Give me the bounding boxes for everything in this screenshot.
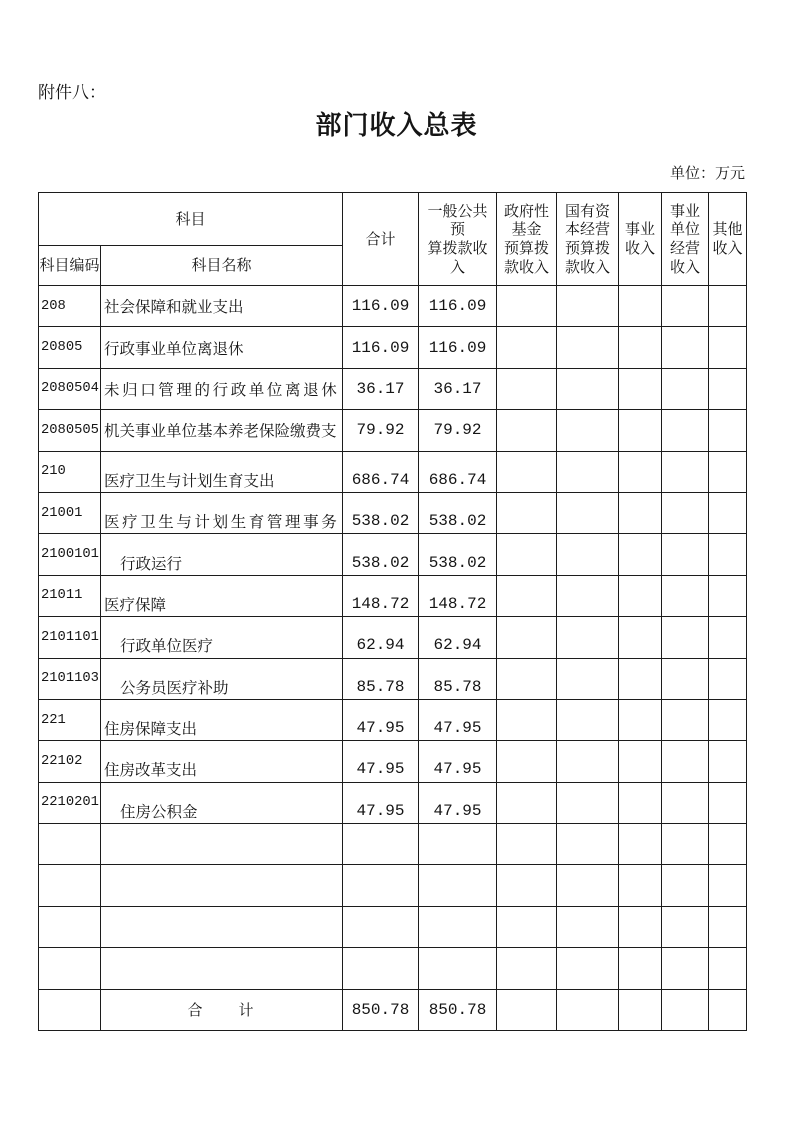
header-line: 收入	[712, 239, 743, 257]
other-income-cell	[709, 410, 747, 451]
empty-cell	[662, 989, 709, 1030]
state-capital-cell	[557, 368, 619, 409]
total-cell: 116.09	[343, 327, 419, 368]
empty-cell	[343, 948, 419, 989]
table-row	[39, 286, 747, 327]
other-income-cell	[709, 286, 747, 327]
empty-cell	[497, 906, 557, 947]
sum-general-budget-cell: 850.78	[419, 989, 497, 1030]
other-income-cell	[709, 492, 747, 533]
empty-cell	[101, 906, 343, 947]
header-line: 预算拨	[565, 239, 611, 257]
state-capital-cell	[557, 534, 619, 575]
empty-cell	[709, 989, 747, 1030]
header-line: 收入	[625, 239, 656, 257]
subject-name-cell: 行政运行	[101, 534, 343, 575]
business-unit-income-cell	[662, 741, 709, 782]
page-title: 部门收入总表	[315, 111, 478, 141]
header-line: 政府性	[504, 201, 550, 220]
header-general-budget	[419, 193, 497, 286]
state-capital-cell	[557, 699, 619, 740]
business-income-cell	[619, 368, 662, 409]
header-gov-fund	[497, 193, 557, 286]
header-line: 国有资	[565, 201, 611, 220]
header-subject: 科目	[39, 193, 343, 246]
total-cell: 538.02	[343, 492, 419, 533]
other-income-cell	[709, 451, 747, 492]
business-income-cell	[619, 534, 662, 575]
attachment-label: 附件八：	[38, 83, 106, 103]
empty-cell	[101, 865, 343, 906]
empty-row	[39, 948, 747, 989]
empty-cell	[419, 906, 497, 947]
empty-cell	[497, 948, 557, 989]
subject-name-cell: 住房改革支出	[101, 741, 343, 782]
empty-cell	[419, 824, 497, 865]
table-row	[39, 327, 747, 368]
empty-cell	[39, 865, 101, 906]
other-income-cell	[709, 327, 747, 368]
gov-fund-cell	[497, 699, 557, 740]
empty-cell	[419, 948, 497, 989]
gov-fund-cell	[497, 575, 557, 616]
total-cell: 47.95	[343, 741, 419, 782]
subject-code-cell: 2080504	[39, 368, 101, 409]
header-business-income	[619, 193, 662, 286]
gov-fund-cell	[497, 741, 557, 782]
state-capital-cell	[557, 286, 619, 327]
empty-cell	[39, 824, 101, 865]
general-budget-cell: 148.72	[419, 575, 497, 616]
general-budget-cell: 47.95	[419, 699, 497, 740]
subject-code-cell: 208	[39, 286, 101, 327]
subject-name-cell: 未归口管理的行政单位离退休	[101, 368, 343, 409]
subject-name-cell: 医疗卫生与计划生育管理事务	[101, 492, 343, 533]
other-income-cell	[709, 699, 747, 740]
empty-cell	[419, 865, 497, 906]
general-budget-cell: 116.09	[419, 286, 497, 327]
table-row	[39, 410, 747, 451]
subject-code-cell: 21011	[39, 575, 101, 616]
empty-cell	[39, 906, 101, 947]
header-line: 款收入	[504, 257, 550, 276]
state-capital-cell	[557, 575, 619, 616]
table-row	[39, 782, 747, 823]
subject-code-cell: 2210201	[39, 782, 101, 823]
business-unit-income-cell	[662, 617, 709, 658]
header-line: 其他	[712, 220, 743, 239]
general-budget-cell: 62.94	[419, 617, 497, 658]
empty-cell	[557, 948, 619, 989]
other-income-cell	[709, 534, 747, 575]
table-row	[39, 658, 747, 699]
total-cell: 686.74	[343, 451, 419, 492]
gov-fund-cell	[497, 410, 557, 451]
header-line: 收入	[670, 257, 701, 276]
header-line: 款收入	[565, 257, 611, 276]
gov-fund-cell	[497, 534, 557, 575]
other-income-cell	[709, 658, 747, 699]
header-line: 一般公共	[427, 201, 488, 220]
table-row	[39, 699, 747, 740]
business-income-cell	[619, 617, 662, 658]
header-line: 事业	[625, 220, 656, 239]
empty-cell	[619, 948, 662, 989]
empty-cell	[619, 824, 662, 865]
business-income-cell	[619, 410, 662, 451]
other-income-cell	[709, 575, 747, 616]
empty-cell	[662, 906, 709, 947]
business-unit-income-cell	[662, 410, 709, 451]
business-income-cell	[619, 286, 662, 327]
gov-fund-cell	[497, 368, 557, 409]
gov-fund-cell	[497, 782, 557, 823]
business-unit-income-cell	[662, 699, 709, 740]
empty-cell	[101, 948, 343, 989]
empty-cell	[662, 824, 709, 865]
business-income-cell	[619, 492, 662, 533]
empty-cell	[662, 865, 709, 906]
table-row	[39, 534, 747, 575]
other-income-cell	[709, 617, 747, 658]
table-row	[39, 451, 747, 492]
subject-code-cell: 210	[39, 451, 101, 492]
empty-cell	[557, 865, 619, 906]
total-cell: 36.17	[343, 368, 419, 409]
empty-cell	[619, 865, 662, 906]
empty-cell	[709, 948, 747, 989]
gov-fund-cell	[497, 327, 557, 368]
header-business-unit-income	[662, 193, 709, 286]
gov-fund-cell	[497, 617, 557, 658]
header-row	[39, 193, 747, 246]
general-budget-cell: 79.92	[419, 410, 497, 451]
subject-code-cell: 22102	[39, 741, 101, 782]
gov-fund-cell	[497, 286, 557, 327]
header-other-income	[709, 193, 747, 286]
subject-name-cell: 行政事业单位离退休	[101, 327, 343, 368]
general-budget-cell: 686.74	[419, 451, 497, 492]
header-line: 预	[450, 220, 466, 239]
other-income-cell	[709, 368, 747, 409]
subject-code-cell: 21001	[39, 492, 101, 533]
empty-cell	[557, 989, 619, 1030]
header-line: 本经营	[565, 220, 611, 239]
header-subject-code: 科目编码	[39, 246, 101, 286]
header-subject-name: 科目名称	[101, 246, 343, 286]
gov-fund-cell	[497, 658, 557, 699]
unit-label: 单位：万元	[669, 164, 745, 182]
business-unit-income-cell	[662, 368, 709, 409]
general-budget-cell: 85.78	[419, 658, 497, 699]
total-cell: 538.02	[343, 534, 419, 575]
empty-cell	[619, 989, 662, 1030]
state-capital-cell	[557, 410, 619, 451]
table-row	[39, 575, 747, 616]
empty-cell	[343, 906, 419, 947]
subject-name-cell: 医疗卫生与计划生育支出	[101, 451, 343, 492]
empty-cell	[497, 865, 557, 906]
header-line: 单位	[670, 220, 701, 239]
state-capital-cell	[557, 617, 619, 658]
total-cell: 148.72	[343, 575, 419, 616]
general-budget-cell: 116.09	[419, 327, 497, 368]
total-cell: 62.94	[343, 617, 419, 658]
business-unit-income-cell	[662, 575, 709, 616]
subject-code-cell: 20805	[39, 327, 101, 368]
income-summary-table	[38, 192, 747, 1031]
header-line: 预算拨	[504, 239, 550, 257]
subject-name-cell: 住房公积金	[101, 782, 343, 823]
header-line: 入	[450, 257, 466, 276]
subject-code-cell: 2080505	[39, 410, 101, 451]
empty-cell	[557, 906, 619, 947]
empty-row	[39, 865, 747, 906]
business-unit-income-cell	[662, 534, 709, 575]
gov-fund-cell	[497, 451, 557, 492]
sum-total-cell: 850.78	[343, 989, 419, 1030]
business-unit-income-cell	[662, 492, 709, 533]
table-row	[39, 617, 747, 658]
header-line: 算拨款收	[427, 239, 488, 257]
subject-name-cell: 社会保障和就业支出	[101, 286, 343, 327]
total-cell: 116.09	[343, 286, 419, 327]
header-state-capital	[557, 193, 619, 286]
business-income-cell	[619, 327, 662, 368]
general-budget-cell: 47.95	[419, 782, 497, 823]
empty-cell	[557, 824, 619, 865]
table-row	[39, 741, 747, 782]
business-income-cell	[619, 782, 662, 823]
state-capital-cell	[557, 658, 619, 699]
header-line: 事业	[670, 201, 701, 220]
business-income-cell	[619, 575, 662, 616]
other-income-cell	[709, 741, 747, 782]
business-income-cell	[619, 741, 662, 782]
empty-cell	[709, 865, 747, 906]
state-capital-cell	[557, 782, 619, 823]
empty-cell	[39, 989, 101, 1030]
empty-row	[39, 906, 747, 947]
state-capital-cell	[557, 741, 619, 782]
subject-name-cell: 医疗保障	[101, 575, 343, 616]
total-cell: 79.92	[343, 410, 419, 451]
state-capital-cell	[557, 451, 619, 492]
state-capital-cell	[557, 492, 619, 533]
gov-fund-cell	[497, 492, 557, 533]
general-budget-cell: 47.95	[419, 741, 497, 782]
subject-code-cell: 2100101	[39, 534, 101, 575]
business-unit-income-cell	[662, 782, 709, 823]
business-income-cell	[619, 699, 662, 740]
total-cell: 47.95	[343, 699, 419, 740]
general-budget-cell: 538.02	[419, 534, 497, 575]
empty-cell	[619, 906, 662, 947]
empty-cell	[662, 948, 709, 989]
empty-row	[39, 824, 747, 865]
subject-code-cell: 2101101	[39, 617, 101, 658]
total-cell: 85.78	[343, 658, 419, 699]
subject-code-cell: 221	[39, 699, 101, 740]
empty-cell	[101, 824, 343, 865]
table-row	[39, 492, 747, 533]
general-budget-cell: 538.02	[419, 492, 497, 533]
subject-name-cell: 行政单位医疗	[101, 617, 343, 658]
general-budget-cell: 36.17	[419, 368, 497, 409]
header-line: 经营	[670, 239, 701, 257]
empty-cell	[343, 865, 419, 906]
business-unit-income-cell	[662, 286, 709, 327]
state-capital-cell	[557, 327, 619, 368]
header-line: 基金	[511, 220, 542, 239]
sum-row	[39, 989, 747, 1030]
empty-cell	[497, 824, 557, 865]
header-total: 合计	[343, 193, 419, 286]
business-unit-income-cell	[662, 451, 709, 492]
subject-code-cell: 2101103	[39, 658, 101, 699]
empty-cell	[39, 948, 101, 989]
table-row	[39, 368, 747, 409]
empty-cell	[709, 906, 747, 947]
empty-cell	[497, 989, 557, 1030]
business-income-cell	[619, 451, 662, 492]
business-unit-income-cell	[662, 327, 709, 368]
empty-cell	[343, 824, 419, 865]
total-cell: 47.95	[343, 782, 419, 823]
empty-cell	[709, 824, 747, 865]
business-unit-income-cell	[662, 658, 709, 699]
other-income-cell	[709, 782, 747, 823]
business-income-cell	[619, 658, 662, 699]
subject-name-cell: 机关事业单位基本养老保险缴费支	[101, 410, 343, 451]
subject-name-cell: 住房保障支出	[101, 699, 343, 740]
sum-label: 合 计	[101, 989, 343, 1030]
subject-name-cell: 公务员医疗补助	[101, 658, 343, 699]
